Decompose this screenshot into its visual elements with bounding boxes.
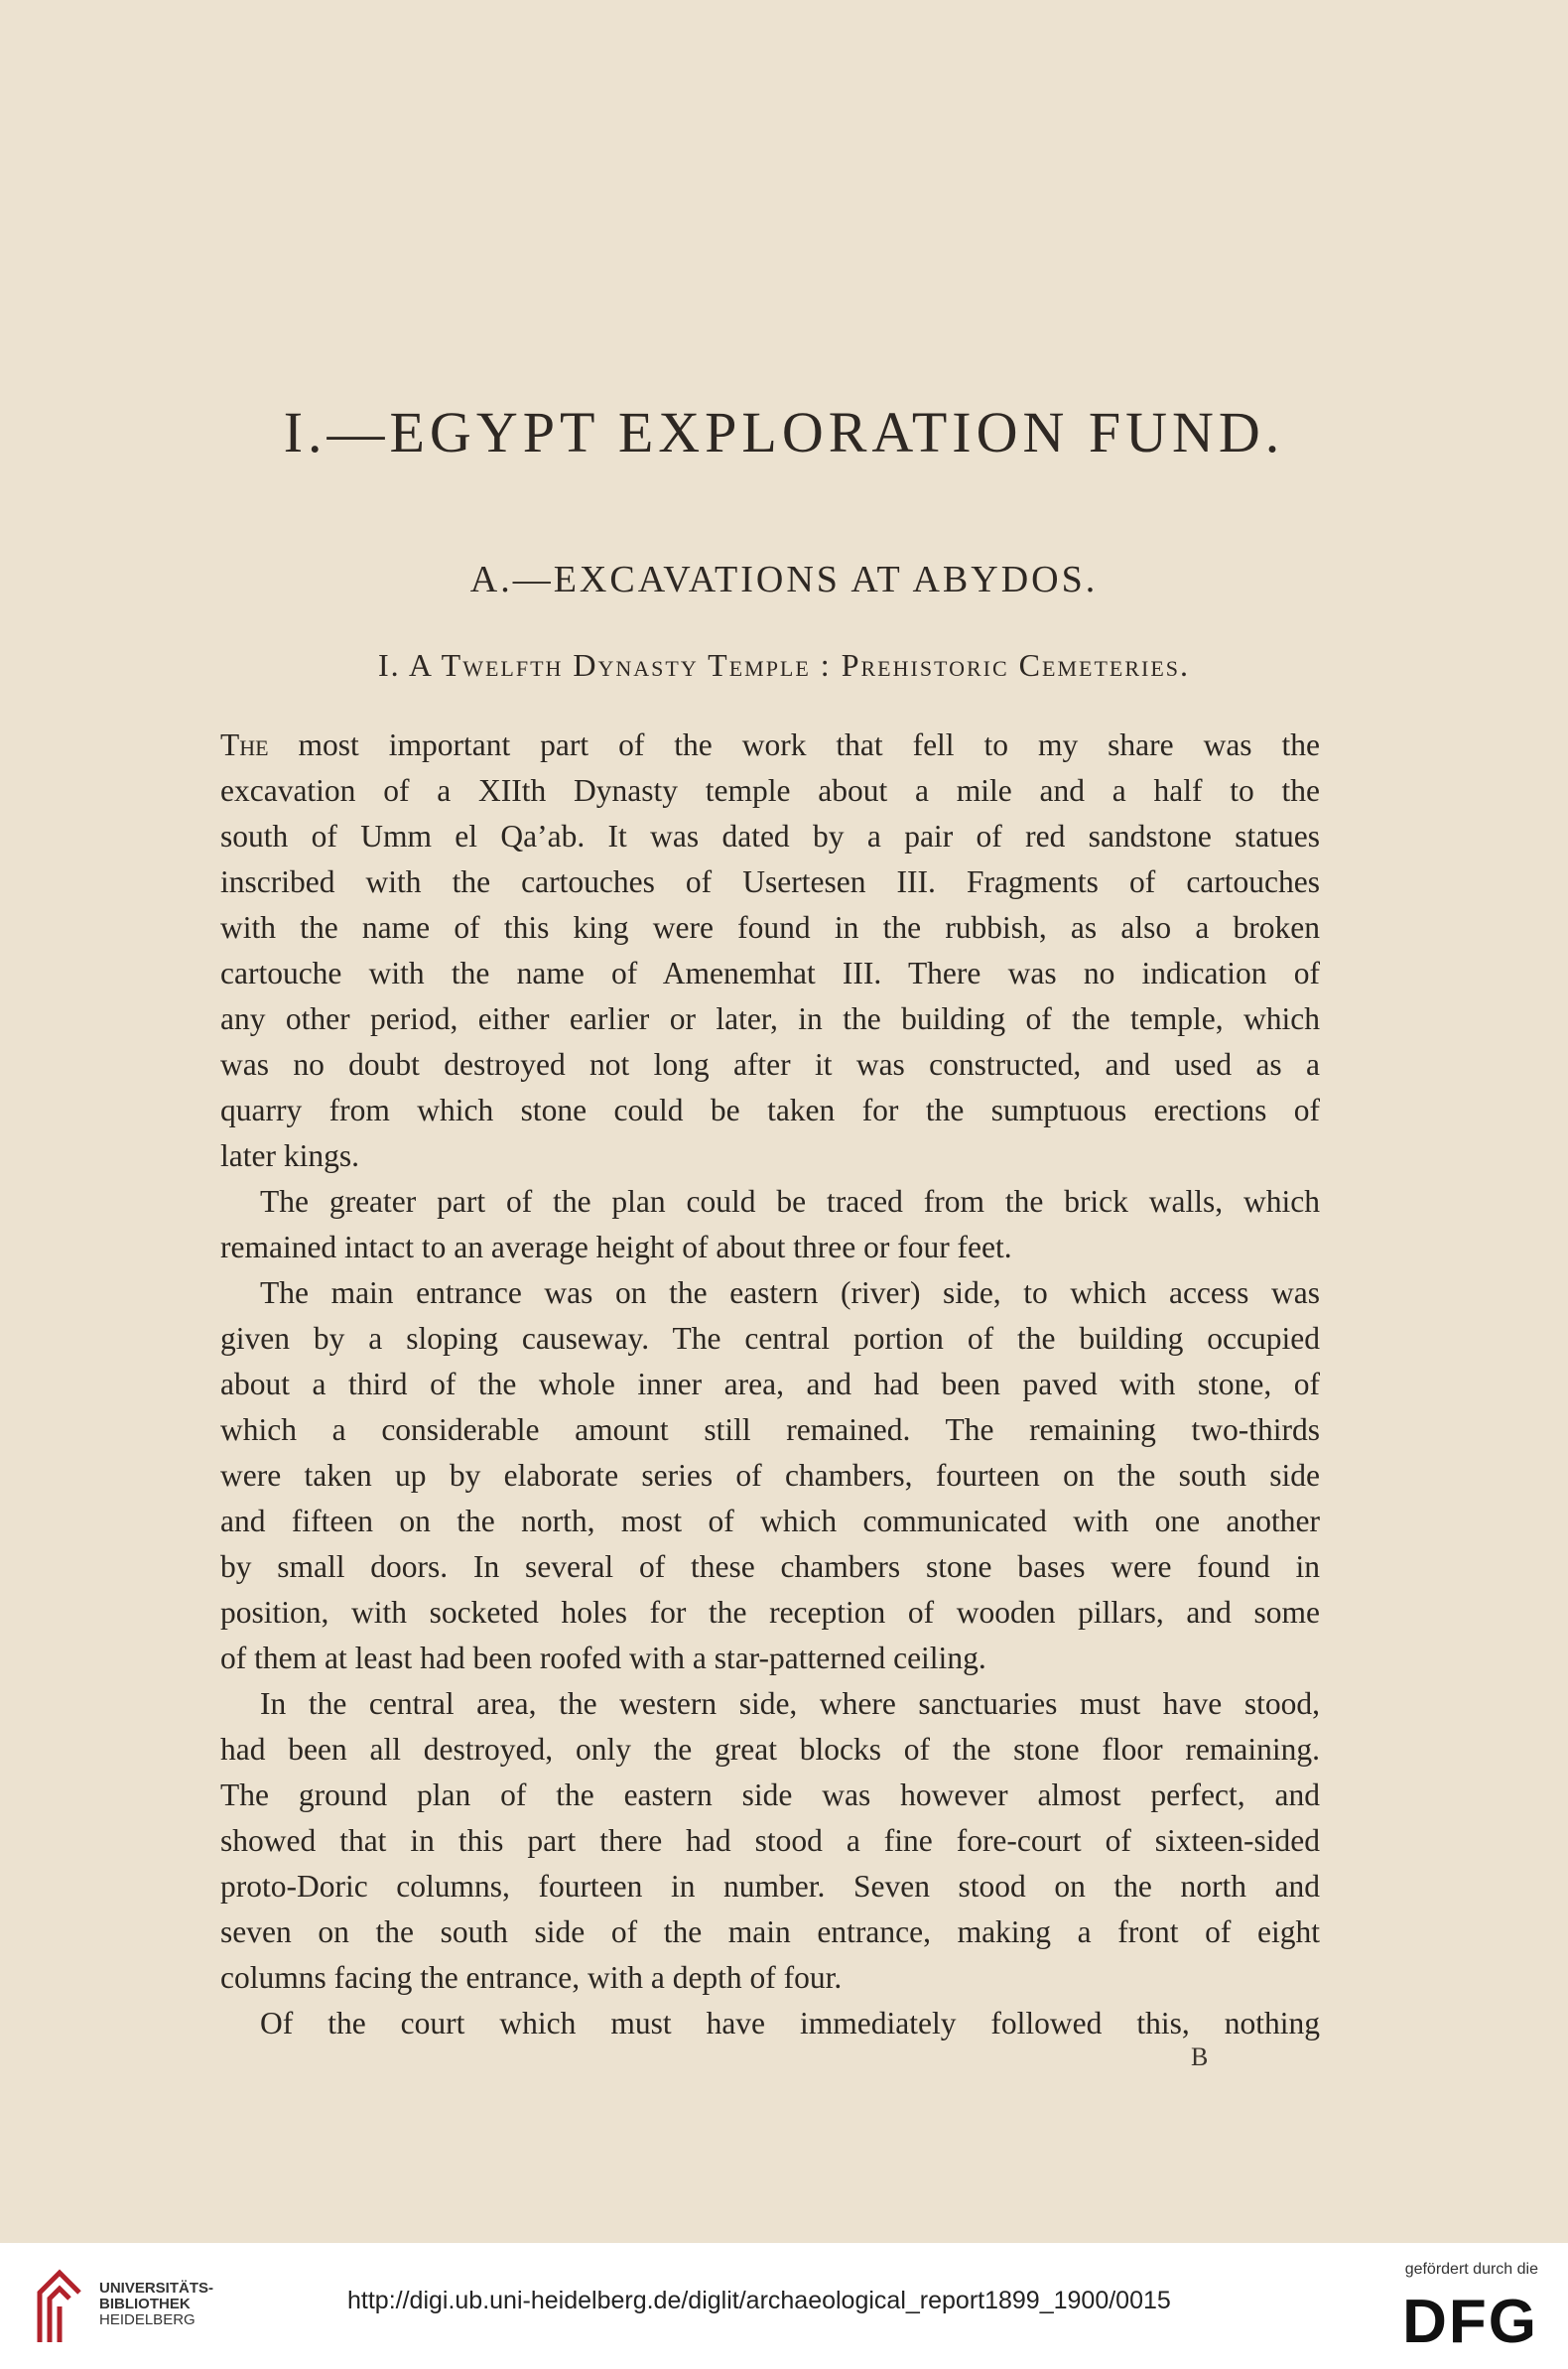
text-line xyxy=(220,1088,1320,1133)
text-line xyxy=(220,859,1320,905)
line-text: columns facing the entrance, with a depth of four. xyxy=(220,1960,843,1995)
signature-mark: B xyxy=(1191,2042,1209,2071)
line-text: was no doubt destroyed not long after it was constructed, and used as a xyxy=(220,1047,1320,1082)
text-line xyxy=(220,1909,1320,1955)
text-line xyxy=(220,1133,1320,1179)
line-text: had been all destroyed, only the great blocks of the stone floor remaining. xyxy=(220,1732,1320,1767)
line-text: quarry from which stone could be taken for the sumptuous erections of xyxy=(220,1093,1320,1127)
text-line xyxy=(220,1955,1320,2001)
text-line xyxy=(220,1407,1320,1453)
funded-by-label: gefördert durch die xyxy=(1404,2261,1538,2278)
text-line xyxy=(220,1727,1320,1773)
line-text: about a third of the whole inner area, and had been paved with stone, of xyxy=(220,1367,1320,1401)
text-line xyxy=(220,723,1320,768)
text-line xyxy=(220,996,1320,1042)
text-line xyxy=(220,1453,1320,1499)
library-logo-icon xyxy=(30,2263,89,2352)
line-text: showed that in this part there had stood a fine fore-court of sixteen-sided xyxy=(220,1823,1320,1858)
line-text: In the central area, the western side, where sanctuaries must have stood, xyxy=(260,1686,1320,1721)
text-line xyxy=(220,905,1320,951)
main-title: I.—EGYPT EXPLORATION FUND. xyxy=(283,400,1285,464)
text-line xyxy=(220,1544,1320,1590)
text-line xyxy=(220,1590,1320,1636)
library-name-line: HEIDELBERG xyxy=(99,2311,196,2328)
text-line xyxy=(220,951,1320,996)
text-line xyxy=(220,1316,1320,1362)
line-text: and fifteen on the north, most of which communicated with one another xyxy=(220,1504,1320,1538)
line-text: seven on the south side of the main entrance, making a front of eight xyxy=(220,1914,1320,1949)
text-line xyxy=(220,768,1320,814)
line-text: which a considerable amount still remained. The remaining two-thirds xyxy=(220,1412,1320,1447)
text-line xyxy=(220,1270,1320,1316)
body-text xyxy=(220,723,1320,2046)
library-name xyxy=(99,2281,213,2328)
line-text: of them at least had been roofed with a star-patterned ceiling. xyxy=(220,1641,986,1675)
line-text: Of the court which must have immediately followed this, nothing xyxy=(260,2006,1320,2040)
dfg-logo: DFG xyxy=(1402,2288,1538,2356)
line-text: most important part of the work that fell to my share was the xyxy=(268,727,1320,762)
line-text: south of Umm el Qa’ab. It was dated by a pair of red sandstone statues xyxy=(220,819,1320,854)
line-text: position, with socketed holes for the reception of wooden pillars, and some xyxy=(220,1595,1320,1630)
line-text: proto-Doric columns, fourteen in number. Seven stood on the north and xyxy=(220,1869,1320,1904)
line-text: The main entrance was on the eastern (river) side, to which access was xyxy=(260,1275,1320,1310)
text-line xyxy=(220,1773,1320,1818)
text-line xyxy=(220,1818,1320,1864)
line-text: later kings. xyxy=(220,1138,359,1173)
text-line xyxy=(220,1179,1320,1225)
line-text: The greater part of the plan could be traced from the brick walls, which xyxy=(260,1184,1320,1219)
text-line xyxy=(220,1681,1320,1727)
line-text: cartouche with the name of Amenemhat III. There was no indication of xyxy=(220,956,1320,990)
line-text: were taken up by elaborate series of chambers, fourteen on the south side xyxy=(220,1458,1320,1493)
text-line xyxy=(220,814,1320,859)
text-line xyxy=(220,2001,1320,2046)
text-line xyxy=(220,1499,1320,1544)
line-text: excavation of a XIIth Dynasty temple about a mile and a half to the xyxy=(220,773,1320,808)
text-line xyxy=(220,1362,1320,1407)
text-line xyxy=(220,1636,1320,1681)
library-name-line: BIBLIOTHEK xyxy=(99,2296,191,2312)
text-line xyxy=(220,1225,1320,1270)
text-line xyxy=(220,1864,1320,1909)
line-text: remained intact to an average height of about three or four feet. xyxy=(220,1230,1012,1264)
footer-bar xyxy=(0,2243,1568,2369)
subtitle: I. A Twelfth Dynasty Temple : Prehistoric Cemeteries. xyxy=(377,647,1190,683)
line-text: inscribed with the cartouches of Usertesen III. Fragments of cartouches xyxy=(220,864,1320,899)
text-line xyxy=(220,1042,1320,1088)
library-name-line: UNIVERSITÄTS- xyxy=(99,2280,214,2297)
line-text: with the name of this king were found in the rubbish, as also a broken xyxy=(220,910,1320,945)
section-title: A.—EXCAVATIONS AT ABYDOS. xyxy=(469,559,1099,600)
line-text: The ground plan of the eastern side was however almost perfect, and xyxy=(220,1777,1320,1812)
line-text: any other period, either earlier or later, in the building of the temple, which xyxy=(220,1001,1320,1036)
line-text: by small doors. In several of these chambers stone bases were found in xyxy=(220,1549,1320,1584)
first-word: The xyxy=(220,727,269,762)
line-text: given by a sloping causeway. The central portion of the building occupied xyxy=(220,1321,1320,1356)
source-url-link[interactable]: http://digi.ub.uni-heidelberg.de/diglit/archaeological_report1899_1900/0015 xyxy=(347,2287,1171,2314)
